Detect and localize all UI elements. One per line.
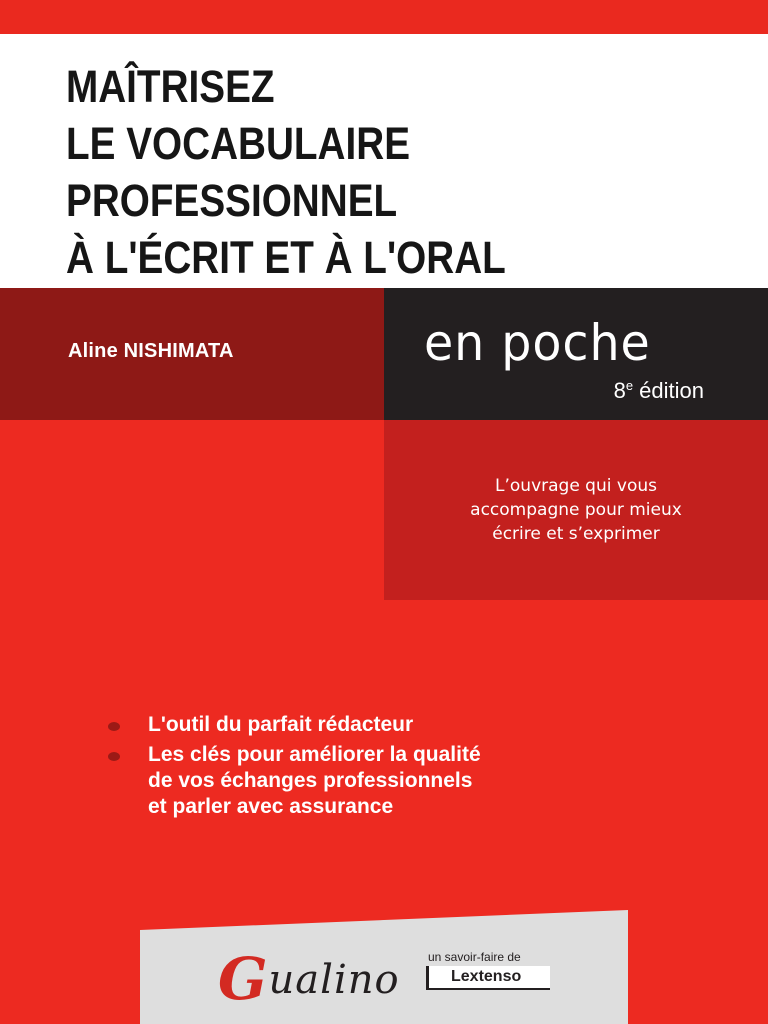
title-line: MAÎTRISEZ [66, 61, 275, 112]
edition-suffix: e [625, 378, 634, 393]
book-title [66, 58, 506, 286]
feature-line: Les clés pour améliorer la qualité [148, 743, 481, 766]
title-line: PROFESSIONNEL [66, 175, 398, 226]
title-line: LE VOCABULAIRE [66, 118, 411, 169]
lextenso-tagline: un savoir-faire de [428, 950, 521, 964]
lextenso-name: Lextenso [426, 966, 550, 990]
tagline-line: écrire et s’exprimer [492, 524, 660, 544]
title-line: À L'ÉCRIT ET À L'ORAL [66, 232, 506, 283]
edition-label [614, 378, 704, 404]
edition-number: 8 [613, 378, 626, 403]
feature-line: L'outil du parfait rédacteur [148, 713, 414, 736]
feature-line: de vos échanges professionnels [148, 769, 473, 792]
feature-item [108, 742, 668, 820]
top-red-band [0, 0, 768, 34]
collection-name: en poche [424, 314, 651, 372]
author-name: Aline NISHIMATA [68, 340, 234, 362]
tagline-line: L’ouvrage qui vous [495, 476, 657, 496]
feature-list [108, 712, 668, 824]
gualino-logo-initial: G [218, 945, 269, 1013]
bullet-dot-icon [108, 752, 120, 761]
gualino-logo-text: ualino [268, 957, 400, 1003]
lextenso-logo [426, 950, 550, 990]
tagline [384, 474, 768, 546]
feature-item [108, 712, 668, 738]
gualino-logo [218, 945, 400, 1013]
bullet-dot-icon [108, 722, 120, 731]
tagline-line: accompagne pour mieux [470, 500, 682, 520]
feature-line: et parler avec assurance [148, 795, 394, 818]
edition-word: édition [633, 378, 704, 403]
